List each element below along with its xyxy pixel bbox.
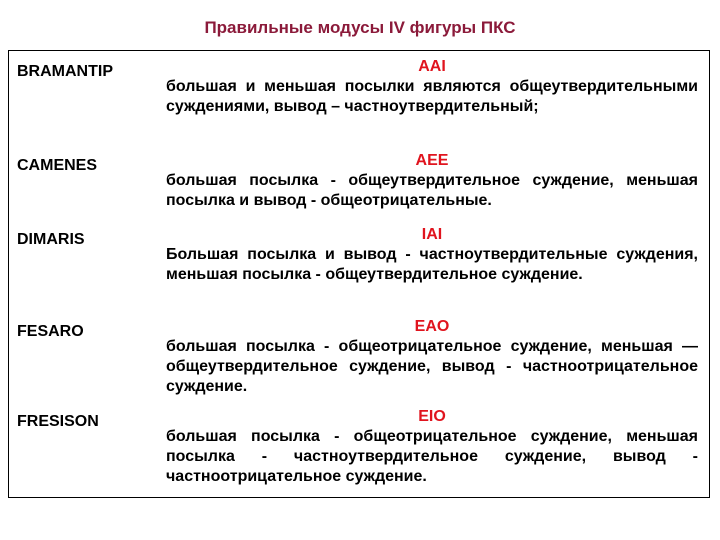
mode-code: EAO	[414, 318, 450, 335]
mode-name: DIMARIS	[17, 231, 85, 248]
modes-table	[8, 50, 710, 498]
mode-description: большая и меньшая посылки являются общеутвердительными суждениями, вывод – частноутвердительный;	[166, 78, 698, 115]
mode-name: FESARO	[17, 323, 84, 340]
mode-code: IAI	[421, 226, 443, 243]
mode-description: большая посылка - общеотрицательное суждение, меньшая — общеутвердительное суждение, вывод - частноотрицательное суждение.	[166, 338, 698, 395]
mode-description-cell	[166, 151, 698, 211]
mode-description-cell	[166, 407, 698, 487]
mode-description-cell	[166, 317, 698, 397]
mode-description: большая посылка - общеутвердительное суждение, меньшая посылка и вывод - общеотрицательные.	[166, 172, 698, 209]
mode-description-cell	[166, 57, 698, 117]
mode-code: AEE	[415, 152, 449, 169]
mode-name: CAMENES	[17, 157, 98, 174]
mode-code: EIO	[418, 408, 446, 425]
mode-description-cell	[166, 225, 698, 285]
mode-description: большая посылка - общеотрицательное суждение, меньшая посылка - частноутвердительное суждение, вывод - частноотрицательное суждение.	[166, 428, 698, 485]
page-title: Правильные модусы IV фигуры ПКС	[204, 18, 516, 37]
mode-description: Большая посылка и вывод - частноутвердительные суждения, меньшая посылка - общеутвердительное суждение.	[166, 246, 698, 283]
mode-code: AAI	[418, 58, 446, 75]
mode-name: BRAMANTIP	[17, 63, 113, 80]
mode-name: FRESISON	[17, 413, 99, 430]
